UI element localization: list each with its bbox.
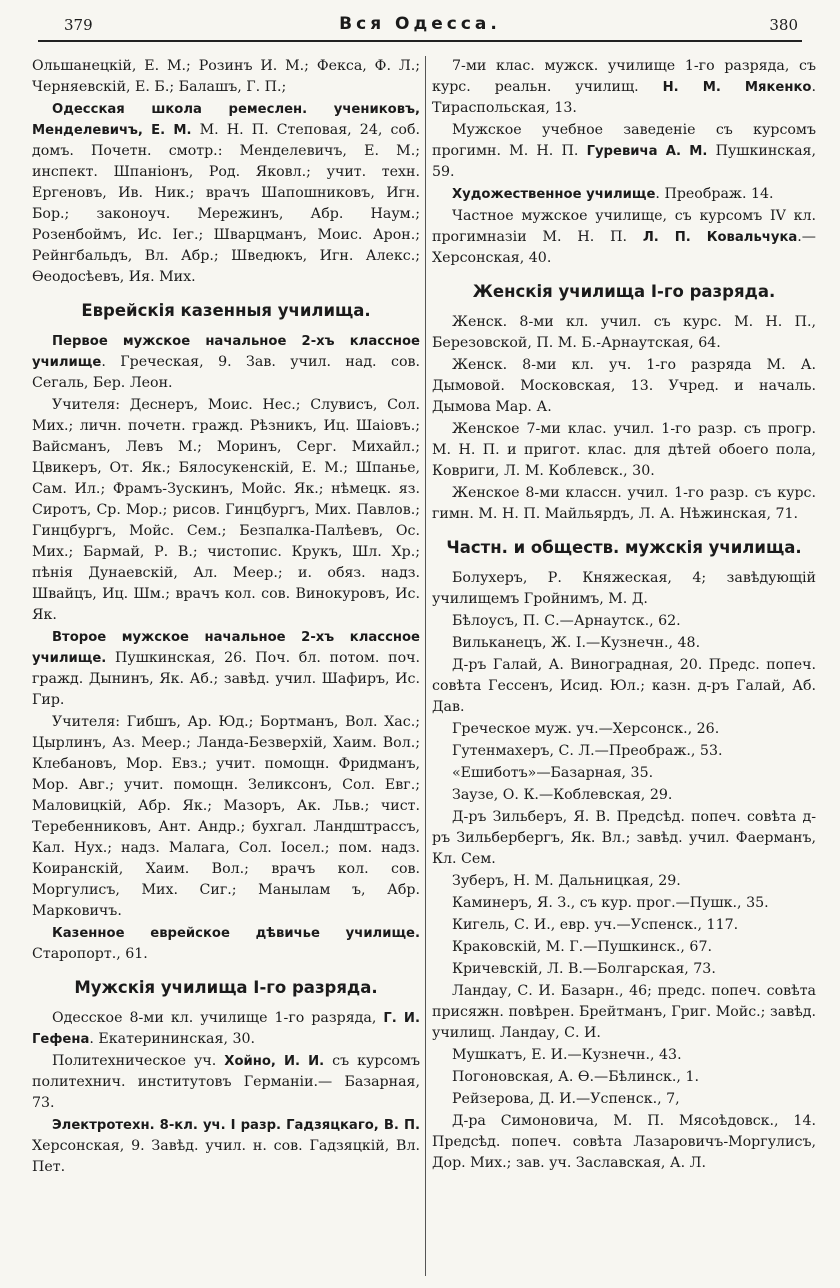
entry-second-school: Второе мужское начальное 2-хъ классное училище. Пушкинская, 26. Поч. бл. потом. поч. гражд. Дынинъ, Як. Аб.; завѣд. учил. Шафиръ, Ис. Гир. — [32, 630, 420, 708]
list-item: Кричевскій, Л. В.—Болгарская, 73. — [452, 961, 716, 977]
entry-odessa-school: Одесское 8-ми кл. училище 1-го разряда, Г. И. Гефена. Екатерининская, 30. — [32, 1010, 420, 1047]
list-item: Греческое муж. уч.—Херсонск., 26. — [452, 721, 720, 737]
section-heading-private-schools: Частн. и обществ. мужскія училища. — [446, 538, 802, 557]
list-item: Каминеръ, Я. З., съ кур. прог.—Пушк., 35. — [452, 895, 769, 911]
list-item: «Ешиботъ»—Базарная, 35. — [452, 765, 654, 781]
list-item: Ландау, С. И. Базарн., 46; предс. попеч. совѣта присяжн. повѣрен. Брейтманъ, Григ. Мойс.; завѣд. училищ. Ландау, С. И. — [432, 983, 816, 1041]
entry-trade-school: Одесская школа ремеслен. учениковъ, Менделевичъ, Е. М. М. Н. П. Степовая, 24, соб. домъ. Почетн. смотр.: Менделевичъ, Е. М.; инспект. Шпаніонъ, Род. Яковл.; учит. техн. Ергеновъ, Ив. Ник.; врачъ Шапошниковъ, Игн. Бор.; законоуч. Мережинъ, Абр. Наум.; Розенбоймъ, Ис. Іег.; Шварцманъ, Моис. Арон.; Рейнгбальдъ, Вл. Абр.; Шведюкъ, Игн. Алекс.; Ѳеодосѣевъ, Ия. Мих. — [32, 102, 420, 285]
entry-continued: Ольшанецкій, Е. М.; Розинъ И. М.; Фекса, Ф. Л.; Черняевскій, Е. Б.; Балашъ, Г. П.; — [32, 58, 420, 95]
list-item: Д-ра Симоновича, М. П. Мясоѣдовск., 14. Предсѣд. попеч. совѣта Лазаровичъ-Моргулисъ, Дор. Мих.; зав. уч. Заславская, А. Л. — [432, 1113, 816, 1171]
entry-polytechnic: Политехническое уч. Хойно, И. И. съ курсомъ политехнич. институтовъ Германіи.— Базарная, 73. — [32, 1053, 420, 1111]
list-item: Вильканецъ, Ж. І.—Кузнечн., 48. — [452, 635, 701, 651]
entry-gurevich: Мужское учебное заведеніе съ курсомъ прогимн. М. Н. П. Гуревича А. М. Пушкинская, 59. — [432, 122, 816, 180]
running-title: Вся Одесса. — [339, 14, 501, 34]
list-item: Зуберъ, Н. М. Дальницкая, 29. — [452, 873, 681, 889]
entry-mailyard: Женское 8-ми классн. учил. 1-го разр. съ курс. гимн. М. Н. П. Майльярдъ, Л. А. Нѣжинская, 71. — [432, 485, 816, 522]
section-heading-jewish-schools: Еврейскія казенныя училища. — [81, 301, 371, 320]
entry-dymova: Женск. 8-ми кл. уч. 1-го разряда М. А. Дымовой. Московская, 13. Учред. и началь. Дымова Мар. А. — [432, 357, 816, 415]
entry-first-school-teachers: Учителя: Деснеръ, Моис. Нес.; Слувисъ, Сол. Мих.; личн. почетн. гражд. Рѣзникъ, Иц. Шаіовъ.; Вайсманъ, Левъ М.; Моринъ, Серг. Михайл.; Цвикеръ, От. Як.; Бялосукенскій, Е. М.; Шпанье, Сам. Ил.; Фрамъ-Зускинъ, Мойс. Як.; нѣмецк. яз. Сиротъ, Ср. Мор.; рисов. Гинцбургъ, Мих. Павлов.; Гинцбургъ, Мойс. Сем.; Безпалка-Палѣевъ, Ос. Мих.; Бармай, Р. В.; чистопис. Крукъ, Шл. Хр.; пѣнія Дунаевскій, Ал. Мееp.; и. обяз. надз. Швайцъ, Иц. Шм.; врачъ кол. сов. Винокуровъ, Ис. Як. — [32, 397, 420, 623]
entry-art-school: Художественное училище. Преображ. 14. — [452, 186, 774, 202]
list-item: Д-ръ Галай, А. Виноградная, 20. Предс. попеч. совѣта Гессенъ, Исид. Юл.; казн. д-ръ Галай, Аб. Дав. — [432, 657, 816, 715]
list-item: Погоновская, А. Ѳ.—Бѣлинск., 1. — [452, 1069, 699, 1085]
section-heading-womens-schools: Женскія училища I-го разряда. — [472, 282, 776, 301]
entry-girls-school: Казенное еврейское дѣвичье училище. Старопорт., 61. — [32, 926, 420, 962]
list-item: Кигель, С. И., евр. уч.—Успенск., 117. — [452, 917, 739, 933]
list-item: Краковскій, М. Г.—Пушкинск., 67. — [452, 939, 712, 955]
list-item: Мушкатъ, Е. И.—Кузнечн., 43. — [452, 1047, 682, 1063]
list-item: Гутенмахеръ, С. Л.—Преображ., 53. — [452, 743, 723, 759]
list-item: Д-ръ Зильберъ, Я. В. Предсѣд. попеч. совѣта д-ръ Зильбербергъ, Як. Вл.; завѣд. учил. Фаерманъ, Кл. Сем. — [432, 809, 816, 867]
entry-electrotech: Электротехн. 8-кл. уч. I разр. Гадзяцкаго, В. П. Херсонская, 9. Завѣд. учил. н. сов. Гадзяцкій, Вл. Пет. — [32, 1118, 420, 1175]
entry-7-class-school: 7-ми клас. мужск. училище 1-го разряда, съ курс. реальн. училищ. Н. М. Мякенко. Тираспольская, 13. — [432, 58, 816, 116]
entry-berezovskaya: Женск. 8-ми кл. учил. съ курс. М. Н. П., Березовской, П. М. Б.-Арнаутская, 64. — [432, 314, 816, 351]
right-column — [432, 56, 816, 1276]
column-divider — [425, 56, 426, 1276]
list-item: Бѣлоусъ, П. С.—Арнаутск., 62. — [452, 613, 681, 629]
entry-second-school-teachers: Учителя: Гибшъ, Ар. Юд.; Бортманъ, Вол. Хас.; Цырлинъ, Аз. Мееp.; Ланда-Безверхій, Хаим. Вол.; Клебановъ, Мор. Евз.; учит. помощн. Фридманъ, Мор. Авг.; учит. помощн. Зеликсонъ, Сол. Евг.; Маловицкій, Абр. Як.; Мазоръ, Ак. Льв.; чист. Теребенниковъ, Ант. Андр.; бухгал. Ландштрассъ, Кал. Нух.; надз. Малага, Сол. Іосел.; пом. надз. Коиранскій, Хаим. Вол.; врачъ кол. сов. Моргулисъ, Мих. Сиг.; Манылам ъ, Абр. Марковичъ. — [32, 714, 420, 919]
list-item: Заузе, О. К.—Коблевская, 29. — [452, 787, 673, 803]
left-column — [32, 56, 420, 1276]
page-number-left: 379 — [64, 16, 93, 34]
list-item: Болухеръ, Р. Княжеская, 4; завѣдующій училищемъ Гройнимъ, М. Д. — [432, 570, 816, 607]
entry-first-school: Первое мужское начальное 2-хъ классное училище. Греческая, 9. Зав. учил. над. сов. Сегаль, Бер. Леон. — [32, 334, 420, 391]
list-item: Рейзерова, Д. И.—Успенск., 7, — [452, 1091, 680, 1107]
page-number-right: 380 — [769, 16, 798, 34]
entry-kovrigi: Женское 7-ми клас. учил. 1-го разр. съ прогр. М. Н. П. и пригот. клас. для дѣтей обоего пола, Ковриги, Л. М. Коблевск., 30. — [432, 421, 816, 479]
entry-kovalchuk: Частное мужское училище, съ курсомъ IV кл. прогимназіи М. Н. П. Л. П. Ковальчука.—Херсонская, 40. — [432, 208, 816, 266]
page-header — [38, 12, 802, 42]
section-heading-mens-schools: Мужскія училища I-го разряда. — [74, 978, 378, 997]
